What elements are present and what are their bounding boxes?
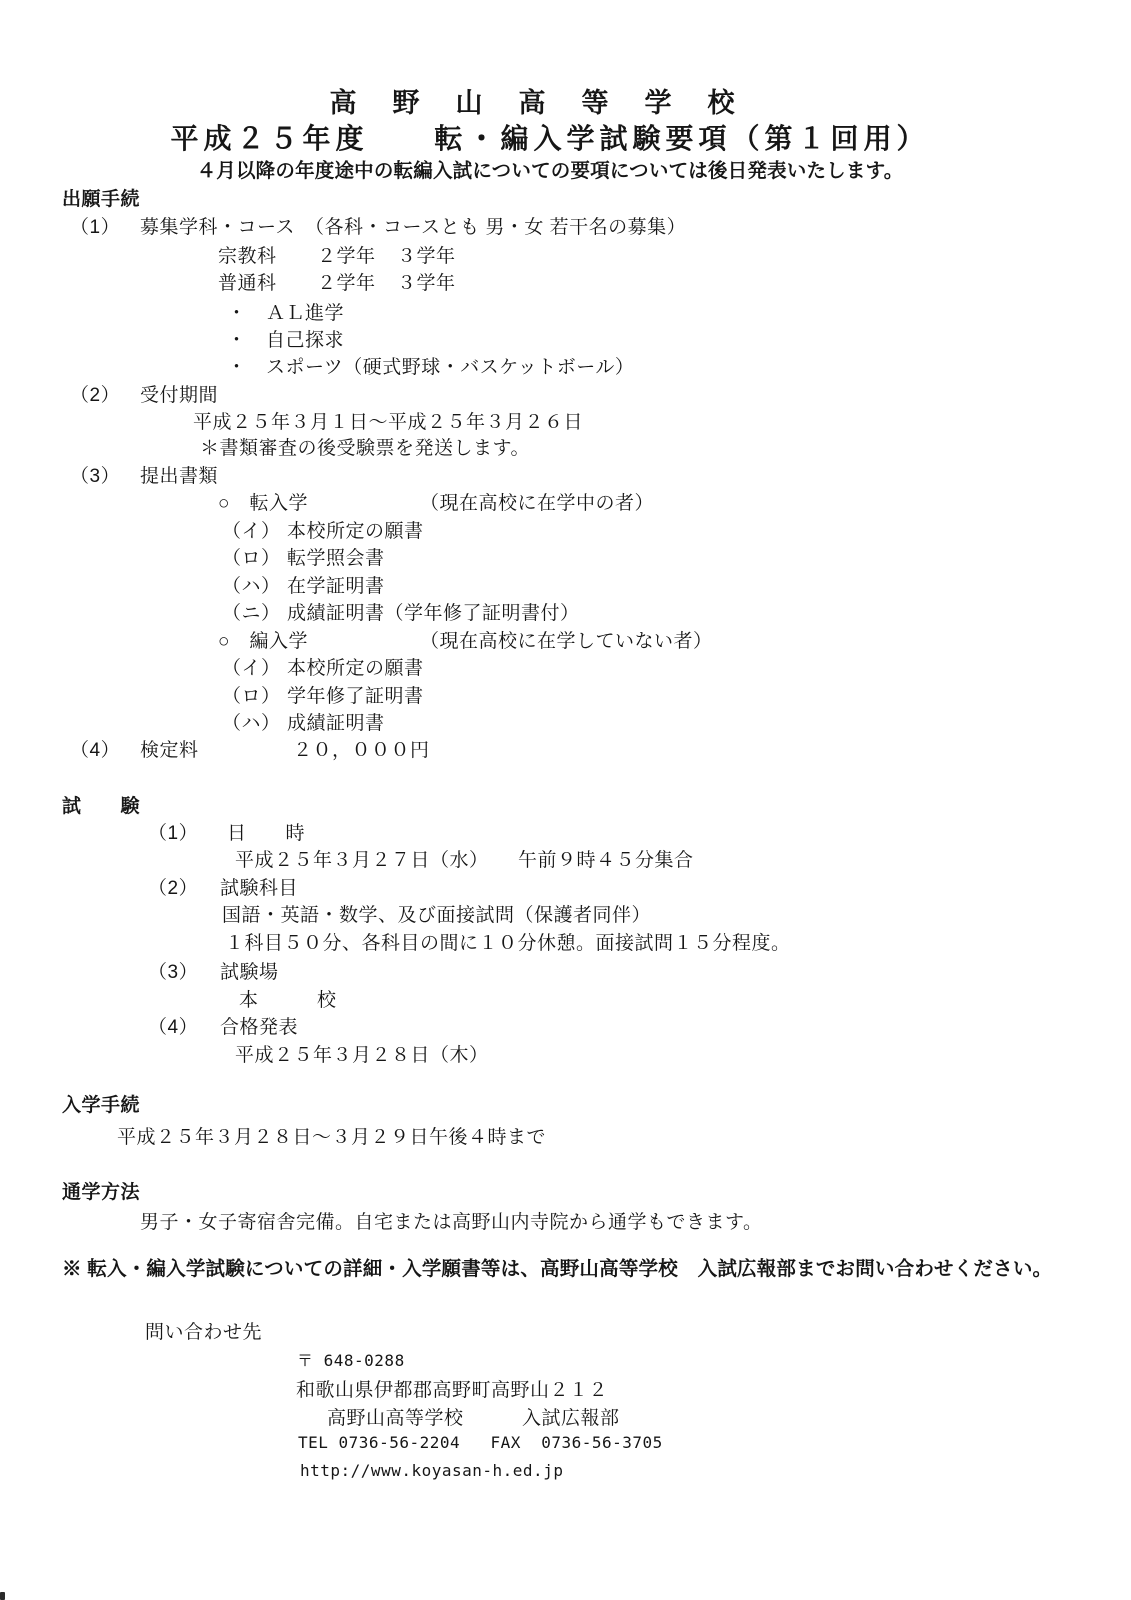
dept-row-year2: ２学年 — [317, 273, 376, 294]
exam-item4-number: （4） — [148, 1017, 199, 1038]
doc-item-number: （ロ） — [222, 548, 281, 569]
course-item: ・ スポーツ（硬式野球・バスケットボール） — [227, 357, 635, 378]
acceptance-note: ＊書類審査の後受験票を発送します。 — [200, 438, 530, 459]
item2-number: （2） — [70, 385, 121, 406]
exam-fee: ２０，０００円 — [293, 740, 430, 761]
inquiry-note: ※ 転入・編入学試験についての詳細・入学願書等は、高野山高等学校 入試広報部までお問い合わせください。 — [62, 1258, 1053, 1280]
enroll-note: （現在高校に在学していない者） — [420, 631, 713, 652]
doc-item-text: 本校所定の願書 — [287, 521, 424, 542]
document-title: 平成２５年度 転・編入学試験要項（第１回用） — [170, 124, 930, 155]
exam-item4-label: 合格発表 — [220, 1017, 299, 1038]
contact-heading: 問い合わせ先 — [145, 1322, 263, 1343]
transfer-subheading: ○ 転入学 — [218, 493, 308, 514]
doc-item-text: 本校所定の願書 — [287, 658, 424, 679]
item4-label: 検定料 — [140, 740, 199, 761]
transfer-note: （現在高校に在学中の者） — [420, 493, 655, 514]
school-name: 高野山高等学校 — [329, 88, 771, 118]
contact-office: 高野山高等学校 入試広報部 — [327, 1408, 620, 1429]
exam-heading: 試 験 — [62, 796, 141, 817]
item1-number: （1） — [70, 217, 121, 238]
dept-row-year3: ３学年 — [397, 273, 456, 294]
commute-text: 男子・女子寄宿舎完備。自宅または高野山内寺院から通学もできます。 — [140, 1212, 763, 1233]
enrollment-heading: 入学手続 — [62, 1095, 141, 1116]
exam-datetime: 平成２５年３月２７日（水） 午前９時４５分集合 — [235, 850, 694, 871]
dept-row-name: 普通科 — [218, 273, 277, 294]
contact-tel-fax: TEL 0736-56-2204 FAX 0736-56-3705 — [298, 1433, 663, 1452]
exam-subjects-note: １科目５０分、各科目の間に１０分休憩。面接試問１５分程度。 — [225, 933, 791, 954]
enroll-subheading: ○ 編入学 — [218, 631, 308, 652]
header-notice: ４月以降の年度途中の転編入試についての要項については後日発表いたします。 — [196, 160, 904, 182]
dept-row-year3: ３学年 — [397, 246, 456, 267]
acceptance-period: 平成２５年３月１日～平成２５年３月２６日 — [193, 412, 584, 433]
exam-item2-number: （2） — [148, 878, 199, 899]
application-heading: 出願手続 — [62, 189, 141, 210]
item2-label: 受付期間 — [140, 385, 219, 406]
course-item: ・ ＡＬ進学 — [227, 303, 345, 324]
item1-label: 募集学科・コース — [140, 217, 296, 238]
item3-label: 提出書類 — [140, 466, 219, 487]
postal-code: 〒 648-0288 — [297, 1351, 405, 1370]
contact-address: 和歌山県伊都郡高野町高野山２１２ — [296, 1380, 609, 1401]
scan-artifact — [0, 1592, 5, 1600]
dept-row-year2: ２学年 — [317, 246, 376, 267]
doc-item-text: 転学照会書 — [287, 548, 385, 569]
doc-item-text: 在学証明書 — [287, 576, 385, 597]
doc-item-number: （ニ） — [222, 603, 281, 624]
course-item: ・ 自己探求 — [227, 330, 345, 351]
exam-item1-label: 日 時 — [227, 823, 306, 844]
enrollment-period: 平成２５年３月２８日～３月２９日午後４時まで — [117, 1127, 547, 1148]
doc-item-number: （ロ） — [222, 686, 281, 707]
exam-item3-label: 試験場 — [220, 962, 279, 983]
doc-item-text: 学年修了証明書 — [287, 686, 424, 707]
item4-number: （4） — [70, 740, 121, 761]
doc-item-text: 成績証明書 — [287, 713, 385, 734]
doc-item-number: （ハ） — [222, 576, 281, 597]
doc-item-number: （イ） — [222, 521, 281, 542]
doc-item-number: （ハ） — [222, 713, 281, 734]
doc-item-number: （イ） — [222, 658, 281, 679]
exam-subjects: 国語・英語・数学、及び面接試問（保護者同伴） — [222, 905, 652, 926]
doc-item-text: 成績証明書（学年修了証明書付） — [287, 603, 580, 624]
contact-url: http://www.koyasan-h.ed.jp — [300, 1461, 564, 1480]
exam-announce-date: 平成２５年３月２８日（木） — [235, 1045, 489, 1066]
dept-row-name: 宗教科 — [218, 246, 277, 267]
item1-note: （各科・コースとも 男・女 若干名の募集） — [305, 217, 687, 238]
exam-item2-label: 試験科目 — [220, 878, 299, 899]
commute-heading: 通学方法 — [62, 1182, 141, 1203]
exam-item3-number: （3） — [148, 962, 199, 983]
item3-number: （3） — [70, 466, 121, 487]
exam-item1-number: （1） — [148, 823, 199, 844]
exam-venue: 本 校 — [239, 990, 337, 1011]
